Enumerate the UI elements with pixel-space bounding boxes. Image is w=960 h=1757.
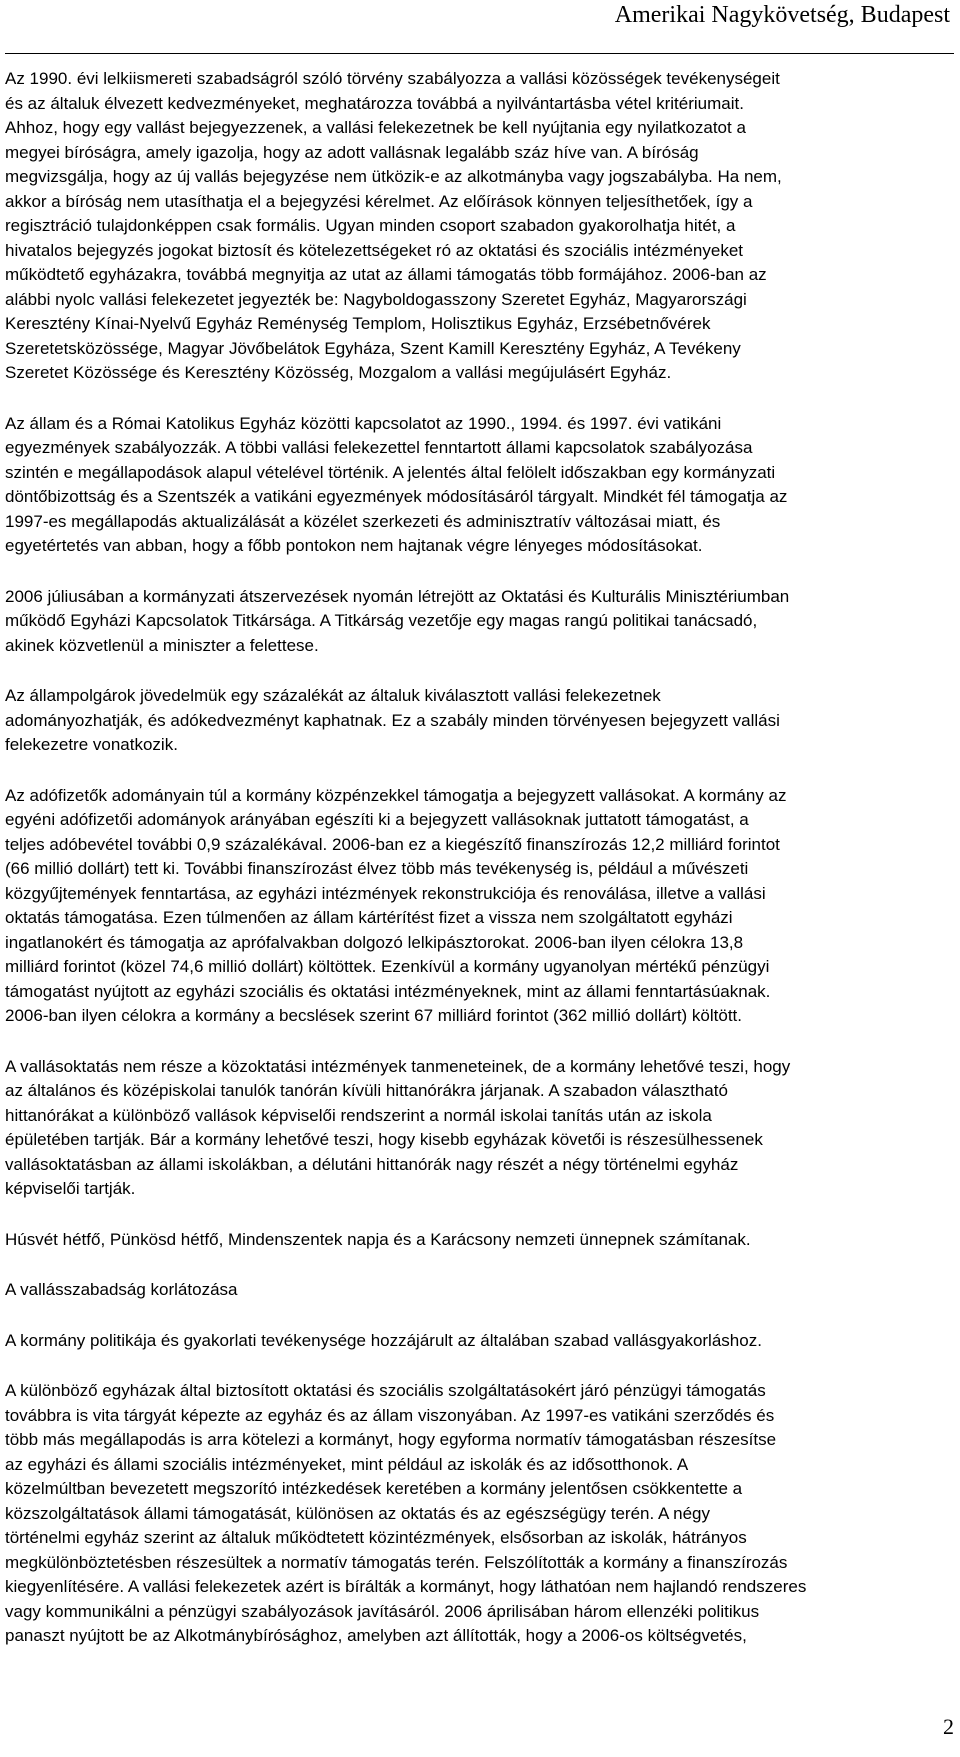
text-line: A vallásoktatás nem része a közoktatási intézmények tanmeneteinek, de a kormány lehetővé teszi, hogy [5,1056,791,1076]
text-line: egyezmények szabályozzák. A többi vallási felekezettel fenntartott állami kapcsolatok szabályozása [5,438,753,457]
text-line: Az állampolgárok jövedelmük egy százalékát az általuk kiválasztott vallási felekezetnek [5,686,661,705]
text-line: az egyházi és állami szociális intézményeket, mint például az iskolák és az idősotthonok. A [5,1454,689,1474]
text-line: Az állam és a Római Katolikus Egyház közötti kapcsolatot az 1990., 1994. és 1997. évi vatikáni [5,413,722,433]
paragraph-holidays [5,1228,955,1253]
text-line: Szeretet Közössége és Keresztény Közösség, Mozgalom a vallási megújulásért Egyház. [5,363,672,382]
text-line: történelmi egyház szerint az általuk működtetett közintézmények, elsősorban az iskolák, hátrányos [5,1528,747,1547]
text-line: hittanórákat a különböző vallások képviselői rendszerint a normál iskolai tanítás után az iskola [5,1105,712,1125]
paragraph-public-funding [5,784,955,1029]
section-heading [5,1278,955,1303]
text-line: egyetértetés van abban, hogy a főbb pontokon nem hajtanak végre lényeges módosításokat. [5,536,703,555]
text-line: regisztráció tulajdonképpen csak formális. Ugyan minden csoport szabadon gyakorolhatja hitét, a [5,216,736,235]
text-line: működtető egyházakra, továbbá megnyitja az utat az állami támogatás több formájához. 2006-ban az [5,265,767,284]
text-line: döntőbizottság és a Szentszék a vatikáni egyezmények módosításáról tárgyalt. Mindkét fél támogatja az [5,487,788,506]
text-line: közelmúltban bevezetett megszorító intézkedések keretében a kormány jelentősen csökkentette a [5,1479,743,1498]
section-heading-text: A vallásszabadság korlátozása [5,1280,238,1299]
header-title: Amerikai Nagykövetség, Budapest [614,2,950,28]
text-line: képviselői tartják. [5,1179,136,1198]
paragraph-vatican-agreements [5,412,955,559]
text-line: az általános és középiskolai tanulók tanórán kívüli hittanórákra járjanak. A szabadon választható [5,1081,728,1100]
text-line: támogatást nyújtott az egyházi szociális és oktatási intézményeknek, mint az állami fenntartásúaknak. [5,981,771,1001]
text-line: szintén e megállapodások alapul vételével történik. A jelentés által felölelt időszakban egy kormányzati [5,462,776,482]
text-line: megyei bíróságra, amely igazolja, hogy az adott vallásnak legalább száz híve van. A bíróság [5,142,699,162]
paragraph-secretariat [5,585,955,659]
text-line: milliárd forintot (közel 74,6 millió dollárt) költöttek. Ezenkívül a kormány ugyanolyan mértékű pénzügyi [5,957,770,976]
text-line: hivatalos bejegyzés jogokat biztosít és kötelezettségeket ró az oktatási és szociális intézményeket [5,240,743,260]
text-line: vagy kommunikálni a pénzügyi szabályozások javításáról. 2006 áprilisában három ellenzéki politikus [5,1601,760,1621]
paragraph-policy [5,1329,955,1354]
text-line: működő Egyházi Kapcsolatok Titkársága. A Titkárság vezetője egy magas rangú politikai tanácsadó, [5,611,758,630]
text-line: több más megállapodás is arra kötelezi a kormányt, hogy egyforma normatív támogatásban részesítse [5,1430,777,1449]
document-body [5,67,955,1649]
paragraph-registration [5,67,955,386]
text-line: kiegyenlítésére. A vallási felekezetek azért is bírálták a kormányt, hogy láthatóan nem hajlandó rendszeres [5,1577,807,1596]
text-line: megkülönböztetésben részesültek a normatív támogatás terén. Felszólították a kormány a finanszírozás [5,1552,788,1572]
text-line: és az általuk élvezett kedvezményeket, meghatározza továbbá a nyilvántartásba vétel kritériumait. [5,93,744,113]
text-line: épületében tartják. Bár a kormány lehetővé teszi, hogy kisebb egyházak követői is részesülhessenek [5,1130,763,1149]
text-line: (66 millió dollárt) tett ki. További finanszírozást élvez több más tevékenység is, például a művészeti [5,859,749,878]
text-line: közgyűjtemények fenntartása, az egyházi intézmények rekonstrukciója és renoválása, illetve a vallási [5,883,766,903]
text-line: vallásoktatásban az állami iskolákban, a délutáni hittanórák nagy részét a négy történelmi egyház [5,1154,739,1174]
text-line: megvizsgálja, hogy az új vallás bejegyzése nem ütközik-e az alkotmányba vagy jogszabályba. Ha nem, [5,167,782,186]
paragraph-tax-donation [5,684,955,758]
text-line: akinek közvetlenül a miniszter a felettese. [5,635,319,655]
text-line: ingatlanokért és támogatja az aprófalvakban dolgozó lelkipásztorokat. 2006-ban ilyen célokra 13,8 [5,932,744,952]
text-line: Szeretetsközössége, Magyar Jövőbelátok Egyháza, Szent Kamill Keresztény Egyház, A Tevékeny [5,338,741,358]
paragraph-religious-education [5,1055,955,1202]
text-line: Keresztény Kínai-Nyelvű Egyház Reménység Templom, Holisztikus Egyház, Erzsébetnővérek [5,314,711,333]
text-line: Húsvét hétfő, Pünkösd hétfő, Mindenszentek napja és a Karácsony nemzeti ünnepnek számítanak. [5,1229,751,1249]
text-line: Az adófizetők adományain túl a kormány közpénzekkel támogatja a bejegyzett vallásokat. A kormány az [5,785,787,805]
text-line: A kormány politikája és gyakorlati tevékenysége hozzájárult az általában szabad vallásgyakorláshoz. [5,1330,762,1350]
header-divider [5,53,954,54]
text-line: Az 1990. évi lelkiismereti szabadságról szóló törvény szabályozza a vallási közösségek tevékenységeit [5,69,780,88]
text-line: A különböző egyházak által biztosított oktatási és szociális szolgáltatásokért járó pénzügyi támogatás [5,1381,766,1400]
text-line: egyéni adófizetői adományok arányában egészíti ki a bejegyzett vallásoknak juttatott támogatást, a [5,810,749,829]
text-line: 2006 júliusában a kormányzati átszervezések nyomán létrejött az Oktatási és Kulturális Minisztériumban [5,586,790,606]
text-line: panaszt nyújtott be az Alkotmánybírósághoz, amelyben azt állították, hogy a 2006-os költségvetés, [5,1626,747,1645]
text-line: akkor a bíróság nem utasíthatja el a bejegyzési kérelmet. Az előírások könnyen teljesíthetőek, így a [5,191,753,211]
paragraph-funding-dispute [5,1379,955,1649]
text-line: adományozhatják, és adókedvezményt kaphatnak. Ez a szabály minden törvényesen bejegyzett vallási [5,710,780,730]
text-line: alábbi nyolc vallási felekezetet jegyezték be: Nagyboldogasszony Szeretet Egyház, Magyarországi [5,289,747,309]
text-line: oktatás támogatása. Ezen túlmenően az állam kártérítést fizet a vissza nem szolgáltatott egyházi [5,908,733,927]
page-number: 2 [943,1714,954,1739]
text-line: továbbra is vita tárgyát képezte az egyház és az állam viszonyában. Az 1997-es vatikáni szerződés és [5,1405,775,1425]
text-line: 2006-ban ilyen célokra a kormány a becslések szerint 67 milliárd forintot (362 millió dollárt) költött. [5,1006,743,1025]
text-line: teljes adóbevétel további 0,9 százalékával. 2006-ban ez a kiegészítő finanszírozás 12,2 milliárd forintot [5,834,780,854]
text-line: felekezetre vonatkozik. [5,735,178,754]
text-line: Ahhoz, hogy egy vallást bejegyezzenek, a vallási felekezetnek be kell nyújtania egy nyilatkozatot a [5,118,746,137]
text-line: 1997-es megállapodás aktualizálását a közélet szerkezeti és adminisztratív változásai miatt, és [5,511,721,531]
text-line: közszolgáltatások állami támogatását, különösen az oktatás és az egészségügy terén. A négy [5,1503,710,1523]
